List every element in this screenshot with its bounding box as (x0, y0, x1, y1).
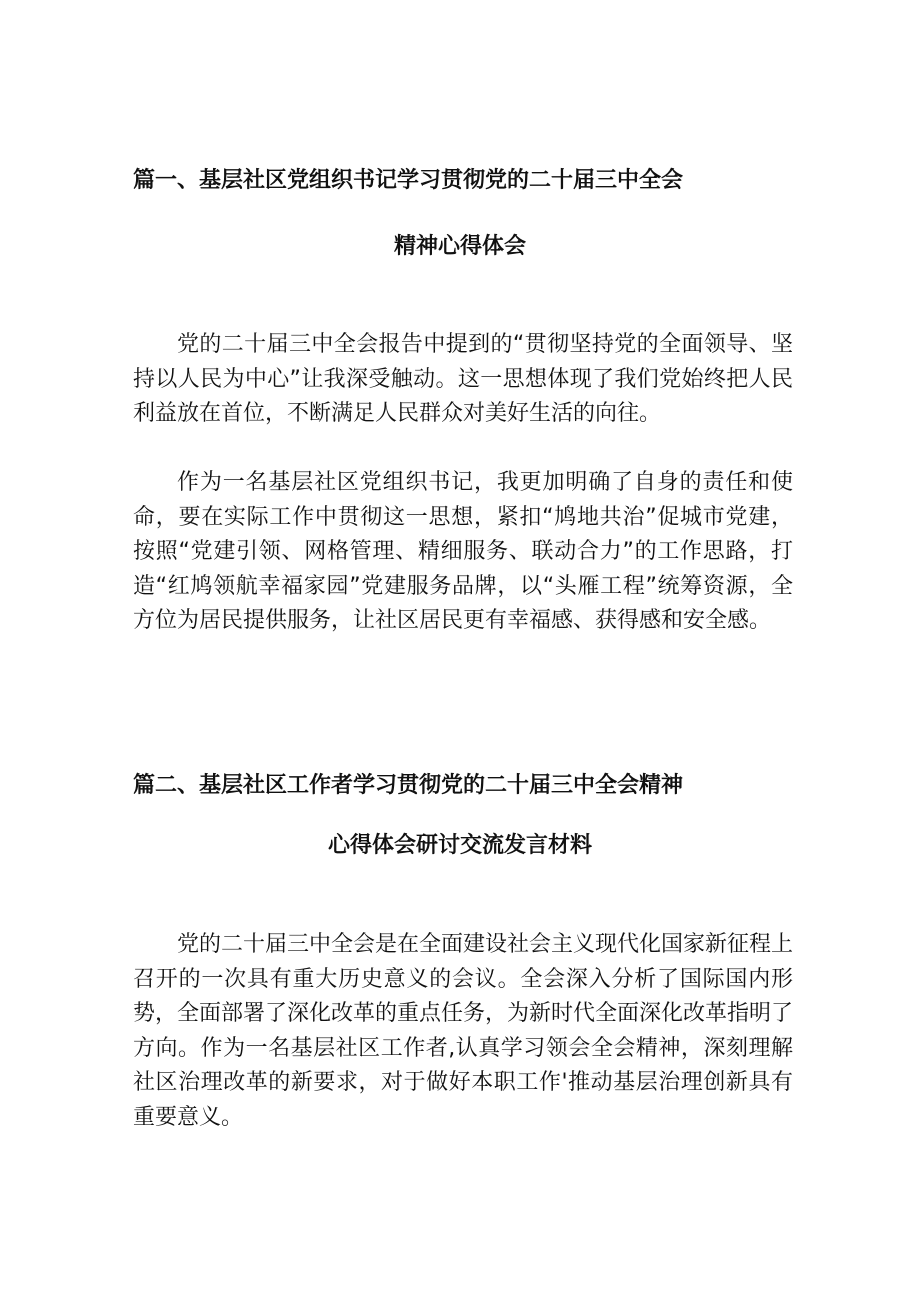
section2-paragraph-1: 党的二十届三中全会是在全面建设社会主义现代化国家新征程上召开的一次具有重大历史意义的会议。全会深入分析了国际国内形势，全面部署了深化改革的重点任务，为新时代全面深化改革指明了方向。作为一名基层社区工作者,认真学习领会全会精神，深刻理解社区治理改革的新要求，对于做好本职工作'推动基层治理创新具有重要意义。 (133, 932, 794, 1130)
section1-paragraph-2: 作为一名基层社区党组织书记，我更加明确了自身的责任和使命，要在实际工作中贯彻这一思想，紧扣“鸠地共治”促城市党建，按照“党建引领、网格管理、精细服务、联动合力”的工作思路，打造“红鸠领航幸福家园”党建服务品牌，以“头雁工程”统筹资源，全方位为居民提供服务，让社区居民更有幸福感、获得感和安全感。 (133, 470, 793, 633)
section1-title-line1: 篇一、基层社区党组织书记学习贯彻党的二十届三中全会 (133, 168, 684, 193)
section1-title-line2: 精神心得体会 (393, 234, 526, 259)
section1-paragraph-1: 党的二十届三中全会报告中提到的“贯彻坚持党的全面领导、坚持以人民为中心”让我深受触动。这一思想体现了我们党始终把人民利益放在首位，不断满足人民群众对美好生活的向往。 (133, 332, 793, 426)
section2-title-line1: 篇二、基层社区工作者学习贯彻党的二十届三中全会精神 (133, 773, 684, 798)
section2-title-line2: 心得体会研讨交流发言材料 (327, 833, 592, 858)
